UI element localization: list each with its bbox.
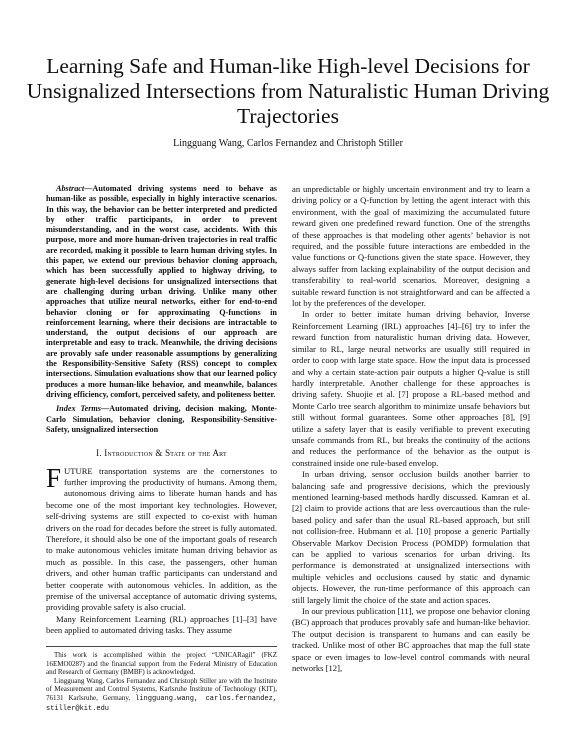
intro-paragraph-1-text: UTURE transportation systems are the cornerstones to further improving the productivity of humans. Among them, autonomous driving aims to liberate human hands and has become one of the most important key technologies. However, self-driving systems are still expected to co-exist with human drivers on the road for decades before the street is fully automated. Therefore, it should also be one of the important goals of research to make autonomous vehicles imitate human driving behavior as much as possible. In this case, the passengers, other human drivers, and other human traffic participants can understand and better cooperate with autonomous vehicles. In addition, as the premise of the universal acceptance of automatic driving systems, providing provable safety is also crucial. [46,465,277,613]
paper-authors: Lingguang Wang, Carlos Fernandez and Christoph Stiller [173,138,403,149]
abstract-label: Abstract [56,184,85,193]
right-paragraph-2: In order to better imitate human driving behavior, Inverse Reinforcement Learning (IRL) approaches [4]–[6] try to infer the reward function from naturalistic human driving data. However, similar to RL, large neural networks are usually still required in order to coop with large state space. How the input data is processed and why a certain state-action pair outputs a higher Q-value is still hardly interpretable. Another challenge for these approaches is driving safety. Shuojie et al. [7] propose a RL-based method and Monte Carlo tree search algorithm to minimize unsafe behaviors but still without formal guarantees. Some other approaches [8], [9] utilize a safety layer that is easily verifiable to prevent executing unsafe commands from RL, but breaks the continuity of the actions and reduces the performance of the behavior as the output is constrained inside one rule-based envelop. [292,309,530,468]
right-paragraph-3: In urban driving, sensor occlusion builds another barrier to balancing safe and progressive decisions, which the previously mentioned learning-based methods hardly discussed. Kamran et al. [2] claim to provide actions that are less overcautious than the rule-based policy and safer than the usual RL-based approach, but still not collision-free. Hubmann et al. [10] propose a generic Partially Observable Markov Decision Process (POMDP) formulation that can be applied to various scenarios for urban driving. Its performance is demonstrated at unsignalized intersections with multiple vehicles and occlusions caused by static and dynamic objects. However, the run-time performance of this approach can still largely limit the choice of the state and action spaces. [292,469,530,605]
abstract [46,184,277,400]
abstract-text: —Automated driving systems need to behave as human-like as possible, especially in highly interactive scenarios. In this way, the behavior can be better interpreted and predicted by other traffic participants, in order to prevent misunderstanding, and in the worst case, accidents. With this purpose, more and more human-driven trajectories in real traffic are recorded, making it possible to learn human driving styles. In this paper, we extend our previous behavior cloning approach, which has been successfully applied to highway driving, to generate high-level decisions for unsignalized intersections that are challenging during urban driving. Unlike many other approaches that utilize neural networks, either for end-to-end behavior cloning or for approximating Q-functions in reinforcement learning, where their decisions are intractable to understand, the output decisions of our approach are interpretable and easy to track. Meanwhile, the driving decisions are provably safe under reasonable assumptions by generalizing the Responsibility-Sensitive Safety (RSS) concept to complex intersections. Simulation evaluations show that our learned policy produces a more human-like behavior, and meanwhile, balances driving efficiency, comfort, perceived safety, and politeness better. [46,184,277,399]
right-paragraph-1: an unpredictable or highly uncertain environment and try to learn a driving policy or a Q-function by letting the agent interact with this environment, with the goal of maximizing the accumulated future reward given one predefined reward function. One of the strengths of these approaches is that modeling other agents’ behavior is not required, and the possible future interactions are embedded in the value functions or Q-functions given the state space. However, they always suffer from lacking explainability of the output decision and transferability to real-world scenarios. Moreover, designing a suitable reward function is not straightforward and can be affected a lot by the preferences of the developer. [292,184,530,309]
footnote [46,646,277,713]
index-terms-text: —Automated driving, decision making, Monte-Carlo Simulation, behavior cloning, Responsibility-Sensitive-Safety, unsignalized intersection [46,404,277,434]
footnote-funding: This work is accomplished within the project “UNICARagil” (FKZ 16EMO0287) and the financial support from the Federal Ministry of Education and Research of Germany (BMBF) is acknowledged. [46,651,277,677]
footnote-affiliation [46,677,277,713]
intro-paragraph-2: Many Reinforcement Learning (RL) approaches [1]–[3] have been applied to automated driving tasks. They assume [46,613,277,636]
right-column [292,184,530,674]
section-heading: I. Introduction & State of the Art [96,448,227,459]
footnote-affiliation-text: Lingguang Wang, Carlos Fernandez and Christoph Stiller are with the Institute of Measurement and Control Systems, Karlsruhe Institute of Technology (KIT), 76131 Karlsruhe, Germany, [46,676,277,702]
right-paragraph-4: In our previous publication [11], we propose one behavior cloning (BC) approach that produces provably safe and human-like behavior. The output decision is transparent to humans and can easily be tracked. Unlike most of other BC approaches that map the full state space or even images to low-level control commands with neural networks [12], [292,606,530,674]
paper-title: Learning Safe and Human-like High-level Decisions for Unsignalized Intersections from Naturalistic Human Driving Trajectories [26,54,550,128]
index-terms-label: Index Terms [56,404,101,414]
left-column [46,184,277,637]
intro-paragraph-1 [46,462,277,614]
index-terms [46,404,277,435]
drop-cap: F [46,462,62,493]
footnote-emails: lingguang.wang, carlos.fernandez, stiller@kit.edu [46,694,277,713]
